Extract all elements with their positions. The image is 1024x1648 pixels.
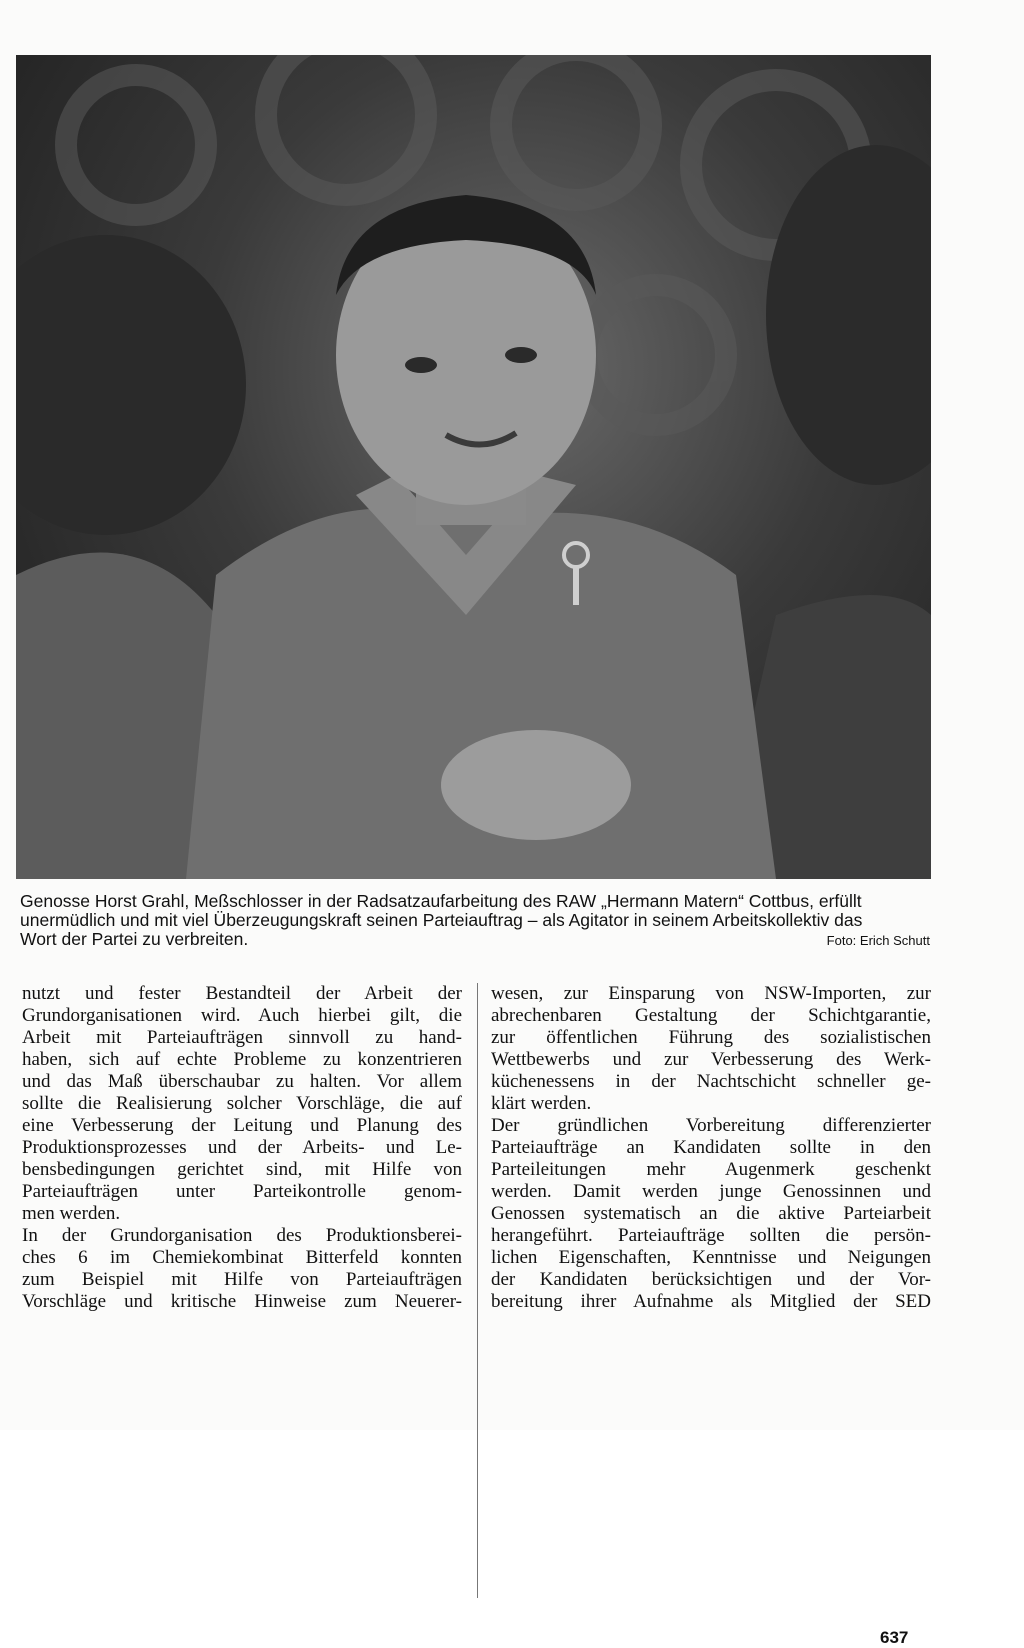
text-line: klärt werden.	[491, 1093, 592, 1114]
text-line: Arbeit mit Parteiaufträgen sinnvoll zu hand-	[22, 1027, 462, 1048]
text-line: Wettbewerbs und zur Verbesserung des Werk-	[491, 1049, 931, 1070]
text-line: Produktionsprozesses und der Arbeits- und Le-	[22, 1137, 462, 1158]
text-line: Der gründlichen Vorbereitung differenzierter	[491, 1115, 931, 1136]
text-line: Parteiaufträge an Kandidaten sollte in den	[491, 1137, 931, 1158]
text-line: haben, sich auf echte Probleme zu konzentrieren	[22, 1049, 462, 1070]
text-line: wesen, zur Einsparung von NSW-Importen, zur	[491, 983, 931, 1004]
text-line: zur öffentlichen Führung des sozialistischen	[491, 1027, 931, 1048]
text-line: abrechenbaren Gestaltung der Schichtgarantie,	[491, 1005, 931, 1026]
text-line: Genossen systematisch an die aktive Parteiarbeit	[491, 1203, 931, 1224]
text-line: sollte die Realisierung solcher Vorschläge, die auf	[22, 1093, 462, 1114]
text-line: nutzt und fester Bestandteil der Arbeit der	[22, 983, 462, 1004]
text-line: men werden.	[22, 1203, 121, 1224]
text-line: lichen Eigenschaften, Kenntnisse und Neigungen	[491, 1247, 931, 1268]
text-line: zum Beispiel mit Hilfe von Parteiaufträgen	[22, 1269, 462, 1290]
text-line: eine Verbesserung der Leitung und Planung des	[22, 1115, 462, 1136]
text-line: In der Grundorganisation des Produktionsberei-	[22, 1225, 462, 1246]
text-column-left	[22, 983, 462, 1313]
text-line: bensbedingungen gerichtet sind, mit Hilfe von	[22, 1159, 462, 1180]
photo-worker-portrait	[16, 55, 931, 879]
text-line: Parteileitungen mehr Augenmerk geschenkt	[491, 1159, 931, 1180]
text-line: Parteiaufträgen unter Parteikontrolle genom-	[22, 1181, 462, 1202]
text-line: bereitung ihrer Aufnahme als Mitglied der SED	[491, 1291, 931, 1312]
page-number: 637	[880, 1628, 909, 1647]
photo-icon	[16, 55, 931, 879]
caption-line: unermüdlich und mit viel Überzeugungskraft seinen Parteiauftrag – als Agitator in seinem Arbeitskollektiv das	[20, 910, 863, 930]
text-line: Grundorganisationen wird. Auch hierbei gilt, die	[22, 1005, 462, 1026]
text-column-right	[491, 983, 931, 1313]
text-line: Vorschläge und kritische Hinweise zum Neuerer-	[22, 1291, 462, 1312]
photo-caption	[20, 892, 930, 949]
text-line: werden. Damit werden junge Genossinnen und	[491, 1181, 931, 1202]
caption-line: Wort der Partei zu verbreiten.	[20, 929, 249, 949]
caption-line: Genosse Horst Grahl, Meßschlosser in der Radsatzaufarbeitung des RAW „Hermann Matern“ Cottbus, erfüllt	[20, 891, 862, 911]
photo-credit: Foto: Erich Schutt	[826, 933, 930, 948]
text-line: ches 6 im Chemiekombinat Bitterfeld konnten	[22, 1247, 462, 1268]
text-line: und das Maß überschaubar zu halten. Vor allem	[22, 1071, 462, 1092]
text-line: der Kandidaten berücksichtigen und der Vor-	[491, 1269, 931, 1290]
text-line: herangeführt. Parteiaufträge sollten die persön-	[491, 1225, 931, 1246]
text-line: küchenessens in der Nachtschicht schneller ge-	[491, 1071, 931, 1092]
column-divider	[477, 983, 478, 1598]
